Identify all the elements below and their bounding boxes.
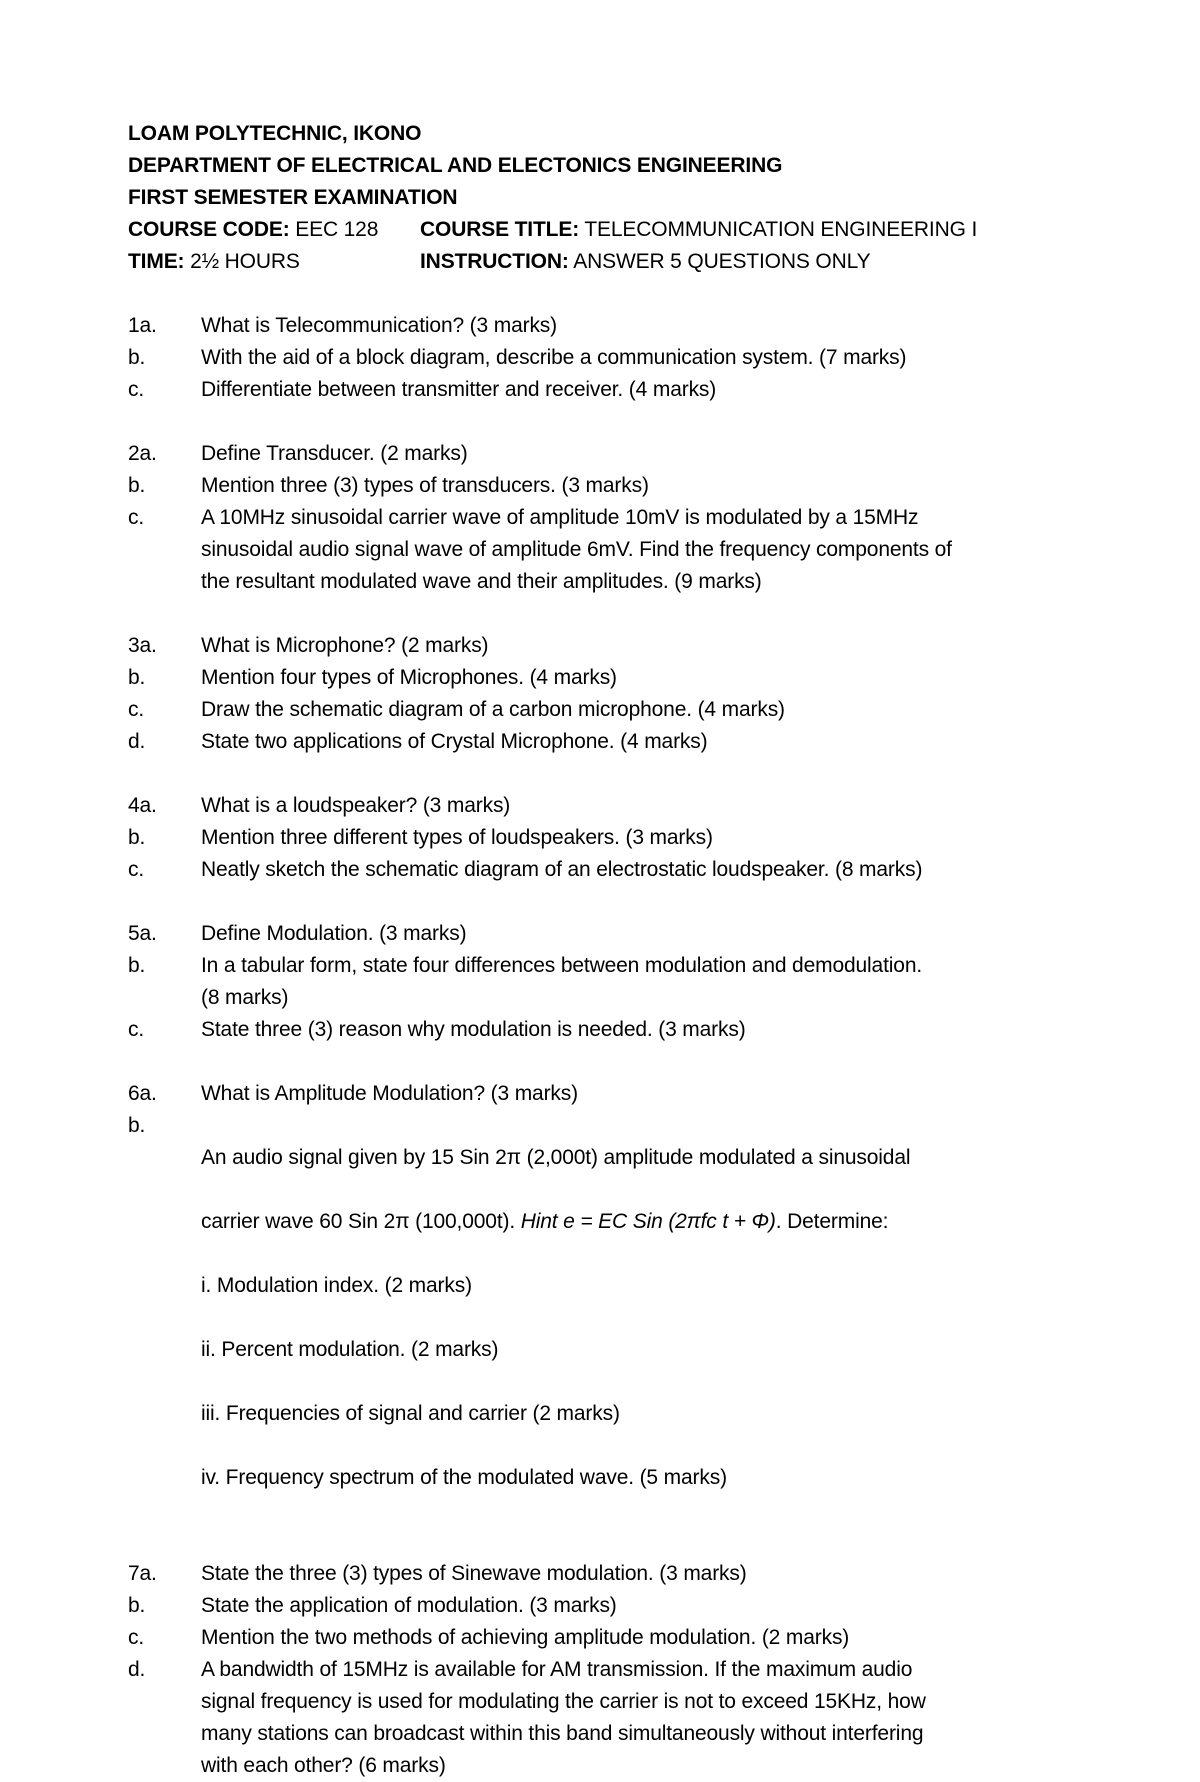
instruction-label: INSTRUCTION:	[420, 250, 569, 273]
question-text: A bandwidth of 15MHz is available for AM transmission. If the maximum audio signal frequency is used for modulating the carrier is not to exceed 15KHz, how many stations can broadcast within this band simultaneously without interfering with each other? (6 marks)	[201, 1658, 926, 1777]
question-line: An audio signal given by 15 Sin 2π (2,000t) amplitude modulated a sinusoidal	[201, 1146, 911, 1169]
question-label: 6a.	[128, 1082, 157, 1105]
question-item	[128, 374, 1088, 406]
question-item	[128, 726, 1088, 758]
question-text: Mention the two methods of achieving amplitude modulation. (2 marks)	[201, 1626, 850, 1649]
question-line-end: . Determine:	[775, 1210, 889, 1233]
question-label: 1a.	[128, 314, 157, 337]
question-2	[128, 438, 1088, 598]
question-text: Mention four types of Microphones. (4 marks)	[201, 666, 617, 689]
exam-time	[128, 246, 420, 278]
question-label: c.	[128, 378, 145, 401]
question-item	[128, 790, 1088, 822]
question-label: c.	[128, 698, 145, 721]
question-label: b.	[128, 954, 146, 977]
question-item	[128, 1078, 1088, 1110]
question-item	[128, 1590, 1088, 1622]
question-text: Neatly sketch the schematic diagram of an electrostatic loudspeaker. (8 marks)	[201, 858, 923, 881]
question-text: What is Microphone? (2 marks)	[201, 634, 489, 657]
course-title-label: COURSE TITLE:	[420, 218, 580, 241]
question-text: Define Transducer. (2 marks)	[201, 442, 468, 465]
question-item	[128, 662, 1088, 694]
question-6	[128, 1078, 1088, 1526]
exam-title: FIRST SEMESTER EXAMINATION	[128, 186, 458, 209]
question-label: d.	[128, 730, 146, 753]
question-item	[128, 470, 1088, 502]
question-item	[128, 1110, 1088, 1526]
question-label: b.	[128, 346, 146, 369]
question-label: c.	[128, 1018, 145, 1041]
question-item	[128, 1014, 1088, 1046]
question-text: What is Telecommunication? (3 marks)	[201, 314, 557, 337]
course-title-value: TELECOMMUNICATION ENGINEERING I	[579, 218, 978, 241]
question-label: c.	[128, 506, 145, 529]
course-row	[128, 214, 1088, 246]
time-row	[128, 246, 1088, 278]
question-text: A 10MHz sinusoidal carrier wave of amplitude 10mV is modulated by a 15MHz sinusoidal audio signal wave of amplitude 6mV. Find the frequency components of the resultant modulated wave and their amplitudes. (9 marks)	[201, 506, 952, 593]
question-text: What is a loudspeaker? (3 marks)	[201, 794, 511, 817]
question-label: b.	[128, 474, 146, 497]
time-value: 2½ HOURS	[184, 250, 300, 273]
course-code-label: COURSE CODE:	[128, 218, 290, 241]
question-1	[128, 310, 1088, 406]
question-item	[128, 918, 1088, 950]
question-label: 2a.	[128, 442, 157, 465]
question-label: b.	[128, 826, 146, 849]
question-text: Define Modulation. (3 marks)	[201, 922, 467, 945]
question-text: State three (3) reason why modulation is needed. (3 marks)	[201, 1018, 746, 1041]
question-line	[201, 1206, 1088, 1238]
question-label: b.	[128, 1594, 146, 1617]
question-text: Mention three different types of loudspeakers. (3 marks)	[201, 826, 713, 849]
institution-name: LOAM POLYTECHNIC, IKONO	[128, 122, 422, 145]
question-text	[201, 1110, 1088, 1526]
question-item	[128, 950, 1088, 1014]
question-item	[128, 694, 1088, 726]
hint-formula: Hint e = EC Sin (2πfc t + Φ)	[520, 1210, 776, 1233]
exam-instruction	[420, 246, 1088, 278]
question-item	[128, 342, 1088, 374]
course-code-value: EEC 128	[289, 218, 379, 241]
question-text: Draw the schematic diagram of a carbon microphone. (4 marks)	[201, 698, 785, 721]
question-4	[128, 790, 1088, 886]
question-label: 7a.	[128, 1562, 157, 1585]
question-label: b.	[128, 666, 146, 689]
question-item	[128, 630, 1088, 662]
question-label: 3a.	[128, 634, 157, 657]
sub-question: ii. Percent modulation. (2 marks)	[201, 1338, 499, 1361]
question-item	[128, 854, 1088, 886]
question-item	[128, 1654, 1088, 1782]
question-text: What is Amplitude Modulation? (3 marks)	[201, 1082, 578, 1105]
question-line-start: carrier wave 60 Sin 2π (100,000t).	[201, 1210, 521, 1233]
question-item	[128, 1558, 1088, 1590]
question-item	[128, 822, 1088, 854]
question-item	[128, 1622, 1088, 1654]
course-title	[420, 214, 1088, 246]
question-5	[128, 918, 1088, 1046]
sub-question: i. Modulation index. (2 marks)	[201, 1274, 472, 1297]
question-label: c.	[128, 858, 145, 881]
instruction-value: ANSWER 5 QUESTIONS ONLY	[568, 250, 871, 273]
question-label: c.	[128, 1626, 145, 1649]
question-label: b.	[128, 1114, 146, 1137]
question-7	[128, 1558, 1088, 1782]
question-text: Mention three (3) types of transducers. (3 marks)	[201, 474, 649, 497]
question-label: 5a.	[128, 922, 157, 945]
question-label: 4a.	[128, 794, 157, 817]
question-item	[128, 310, 1088, 342]
sub-question: iv. Frequency spectrum of the modulated wave. (5 marks)	[201, 1466, 727, 1489]
question-text: With the aid of a block diagram, describe a communication system. (7 marks)	[201, 346, 907, 369]
question-text: State the application of modulation. (3 marks)	[201, 1594, 617, 1617]
question-text: Differentiate between transmitter and receiver. (4 marks)	[201, 378, 717, 401]
question-text: In a tabular form, state four differences between modulation and demodulation. (8 marks)	[201, 954, 923, 1009]
exam-content	[128, 118, 1088, 1782]
question-item	[128, 502, 1088, 598]
time-label: TIME:	[128, 250, 185, 273]
department-name: DEPARTMENT OF ELECTRICAL AND ELECTONICS ENGINEERING	[128, 154, 783, 177]
question-3	[128, 630, 1088, 758]
question-text: State two applications of Crystal Microphone. (4 marks)	[201, 730, 708, 753]
question-label: d.	[128, 1658, 146, 1681]
question-text: State the three (3) types of Sinewave modulation. (3 marks)	[201, 1562, 747, 1585]
sub-question: iii. Frequencies of signal and carrier (2 marks)	[201, 1402, 620, 1425]
question-item	[128, 438, 1088, 470]
course-code	[128, 214, 420, 246]
